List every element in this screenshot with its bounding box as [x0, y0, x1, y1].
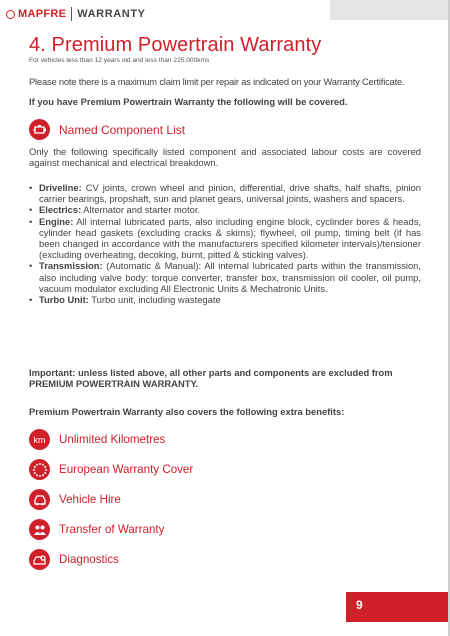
benefit-label: Diagnostics	[59, 553, 119, 566]
page-title: 4. Premium Powertrain Warranty	[29, 34, 322, 56]
page-header	[0, 0, 450, 28]
covered-intro: If you have Premium Powertrain Warranty the following will be covered.	[29, 96, 348, 107]
car-icon	[29, 489, 50, 510]
benefit-label: Transfer of Warranty	[59, 523, 165, 536]
benefit-diagnostics	[29, 549, 119, 570]
eu-stars-icon	[29, 459, 50, 480]
named-component-heading: Named Component List	[59, 122, 186, 137]
list-item: • Driveline: CV joints, crown wheel and pinion, differential, drive shafts, half shafts, pinion carrier bearings, propshaft, sun and planet gears, universal joints, washers and spacers.	[29, 182, 421, 204]
header-grey-bar	[330, 0, 450, 20]
named-component-desc: Only the following specifically listed component and associated labour costs are covered against mechanical and electrical breakdown.	[29, 146, 421, 169]
benefit-transfer	[29, 519, 164, 540]
list-item: • Engine: All internal lubricated parts, also including engine block, cyclinder bores & heads, cylinder head gaskets (excluding cracks & skims); flywheel, oil pump, timing belt (if has been changed in accordance with the manufacturers specified kilometer intervals)/tensioner (excluding overheating, decoking, burnt, pitted & sticking valves).	[29, 216, 421, 261]
benefit-label: Unlimited Kilometres	[59, 433, 166, 446]
list-item: • Transmission: (Automatic & Manual): All internal lubricated parts within the transmission, also including valve body: torque converter, transfer box, transmission oil cooler, oil pump, vacuum modulator excluding All Electronic Units & Mechatronic Units.	[29, 260, 421, 294]
header-section: WARRANTY	[77, 8, 146, 20]
km-icon: km	[29, 429, 50, 450]
component-list	[29, 182, 421, 305]
mapfre-logo-icon	[6, 10, 15, 19]
benefit-label: European Warranty Cover	[59, 463, 194, 476]
benefit-label: Vehicle Hire	[59, 493, 121, 506]
header-divider	[71, 7, 72, 21]
people-icon	[29, 519, 50, 540]
important-note: Important: unless listed above, all other parts and components are excluded from PREMIUM POWERTRAIN WARRANTY.	[29, 367, 393, 390]
list-item: • Electrics: Alternator and starter motor.	[29, 204, 421, 215]
wrench-engine-icon	[29, 119, 50, 140]
page-number: 9	[356, 598, 363, 612]
intro-note: Please note there is a maximum claim limit per repair as indicated on your Warranty Certificate.	[29, 76, 405, 87]
benefit-european-cover	[29, 459, 193, 480]
benefit-vehicle-hire	[29, 489, 121, 510]
extras-intro: Premium Powertrain Warranty also covers the following extra benefits:	[29, 406, 345, 417]
named-component-header	[29, 119, 185, 140]
diagnostic-car-icon	[29, 549, 50, 570]
list-item: • Turbo Unit: Turbo unit, including wastegate	[29, 294, 421, 305]
brand-name: MAPFRE	[18, 8, 67, 20]
benefit-unlimited-km	[29, 429, 165, 450]
page-subtitle: For vehicles less than 12 years old and less than 225,000kms	[29, 57, 210, 64]
